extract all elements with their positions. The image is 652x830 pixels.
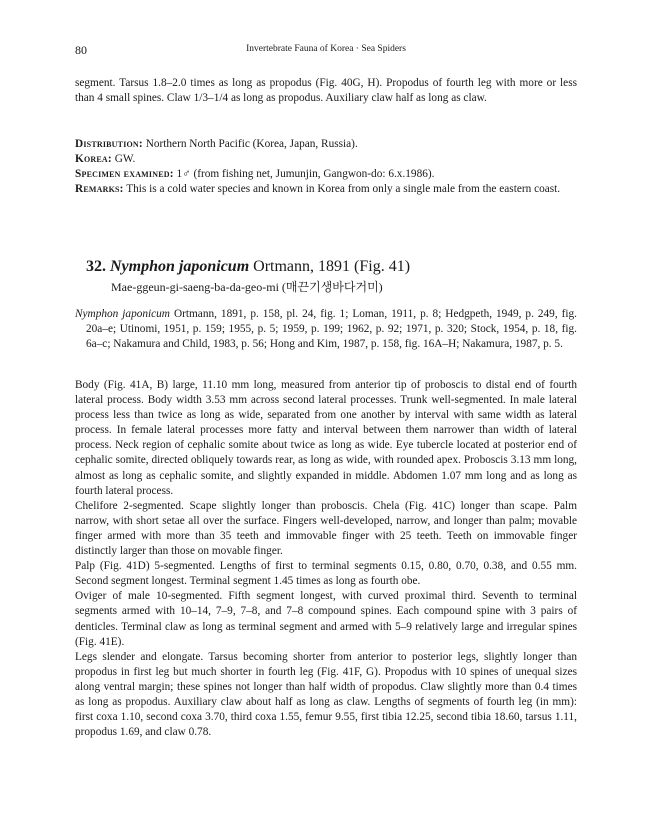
- synonymy-name: Nymphon japonicum: [75, 308, 170, 320]
- synonymy-paragraph: [75, 307, 577, 352]
- species-author: Ortmann, 1891 (Fig. 41): [249, 258, 411, 275]
- description-paragraph-chelifore: Chelifore 2-segmented. Scape slightly longer than proboscis. Chela (Fig. 41C) longer than scape. Palm narrow, with short setae all over the surface. Fingers well-developed, narrow, and longer than palm; movable finger armed with more than 35 teeth and immovable finger with 25 teeth. Teeth on immovable finger distinctly larger than those on movable finger.: [75, 499, 577, 558]
- remarks-text: This is a cold water species and known in Korea from only a single male from the eastern coast.: [123, 183, 561, 196]
- records-block: [75, 137, 577, 197]
- specimen-label: Specimen examined:: [75, 168, 174, 181]
- description-body: [75, 378, 577, 740]
- description-paragraph-palp: Palp (Fig. 41D) 5-segmented. Lengths of first to terminal segments 0.15, 0.80, 0.70, 0.38, and 0.55 mm. Second segment longest. Terminal segment 1.45 times as long as fourth obe.: [75, 560, 577, 588]
- remarks-label: Remarks:: [75, 183, 124, 196]
- description-paragraph-oviger: Oviger of male 10-segmented. Fifth segment longest, with curved proximal third. Seventh to terminal segments armed with 10–14, 7–9, 7–8, and 7–8 compound spines. Each compound spine with 3 pairs of denticles. Terminal claw as long as terminal segment and armed with 5–9 relatively large and irregular spines (Fig. 41E).: [75, 590, 577, 648]
- species-number: 32.: [86, 258, 106, 275]
- description-paragraph-body: Body (Fig. 41A, B) large, 11.10 mm long, measured from anterior tip of proboscis to distal end of fourth lateral process. Body width 3.53 mm across second lateral processes. Trunk well-segmented. In male lateral process less than twice as long as wide, separated from one another by interval with same width as lateral process. In female lateral processes more fatty and interval between them narrower than width of lateral process. Neck region of cephalic somite about twice as long as wide. Eye tubercle located at posterior end of cephalic somite, directed obliquely towards rear, as long as wide, with rounded apex. Proboscis 3.13 mm long, almost as long as cephalic somite, and slightly expanded in middle. Abdomen 1.07 mm long and as long as fourth lateral process.: [75, 379, 577, 497]
- distribution-text: Northern North Pacific (Korea, Japan, Russia).: [142, 138, 358, 150]
- specimen-text: 1♂ (from fishing net, Jumunjin, Gangwon-do: 6.x.1986).: [173, 168, 435, 181]
- remarks-line: [75, 182, 577, 197]
- korean-name: Mae-ggeun-gi-saeng-ba-da-geo-mi (매끈기생바다거미): [111, 280, 383, 294]
- synonymy-text: Ortmann, 1891, p. 158, pl. 24, fig. 1; Loman, 1911, p. 8; Hedgpeth, 1949, p. 249, fig. 20a–e; Utinomi, 1951, p. 159; 1955, p. 5; 1959, p. 199; 1962, p. 92; 1971, p. 320; Stock, 1954, p. 18, fig. 6a–c; Nakamura and Child, 1983, p. 56; Hong and Kim, 1987, p. 158, fig. 16A–H; Nakamura, 1987, p. 5.: [86, 308, 577, 351]
- specimen-line: [75, 167, 577, 182]
- page-number: 80: [75, 43, 87, 57]
- species-heading: [86, 257, 410, 277]
- korea-line: [75, 152, 577, 167]
- korea-label: Korea:: [75, 153, 112, 166]
- korea-text: GW.: [111, 153, 136, 166]
- description-paragraph-legs: Legs slender and elongate. Tarsus becoming shorter from anterior to posterior legs, slightly longer than propodus in first leg but much shorter in fourth leg (Fig. 41F, G). Propodus with 10 spines of unequal sizes along ventral margin; these spines not longer than half width of propodus. Claw slightly more than 0.4 times as long as propodus. Auxiliary claw about half as long as claw. Lengths of segments of fourth leg (in mm): first coxa 1.10, second coxa 3.70, third coxa 1.55, femur 9.55, first tibia 12.25, second tibia 18.60, tarsus 1.11, propodus 1.69, and claw 0.78.: [75, 650, 577, 739]
- page-header: [75, 43, 577, 59]
- species-name: Nymphon japonicum: [110, 258, 250, 275]
- distribution-line: [75, 137, 577, 152]
- distribution-label: Distribution:: [75, 138, 143, 150]
- running-title: Invertebrate Fauna of Korea · Sea Spiders: [246, 44, 406, 54]
- intro-paragraph: segment. Tarsus 1.8–2.0 times as long as propodus (Fig. 40G, H). Propodus of fourth leg with more or less than 4 small spines. Claw 1/3–1/4 as long as propodus. Auxiliary claw half as long as claw.: [75, 77, 577, 105]
